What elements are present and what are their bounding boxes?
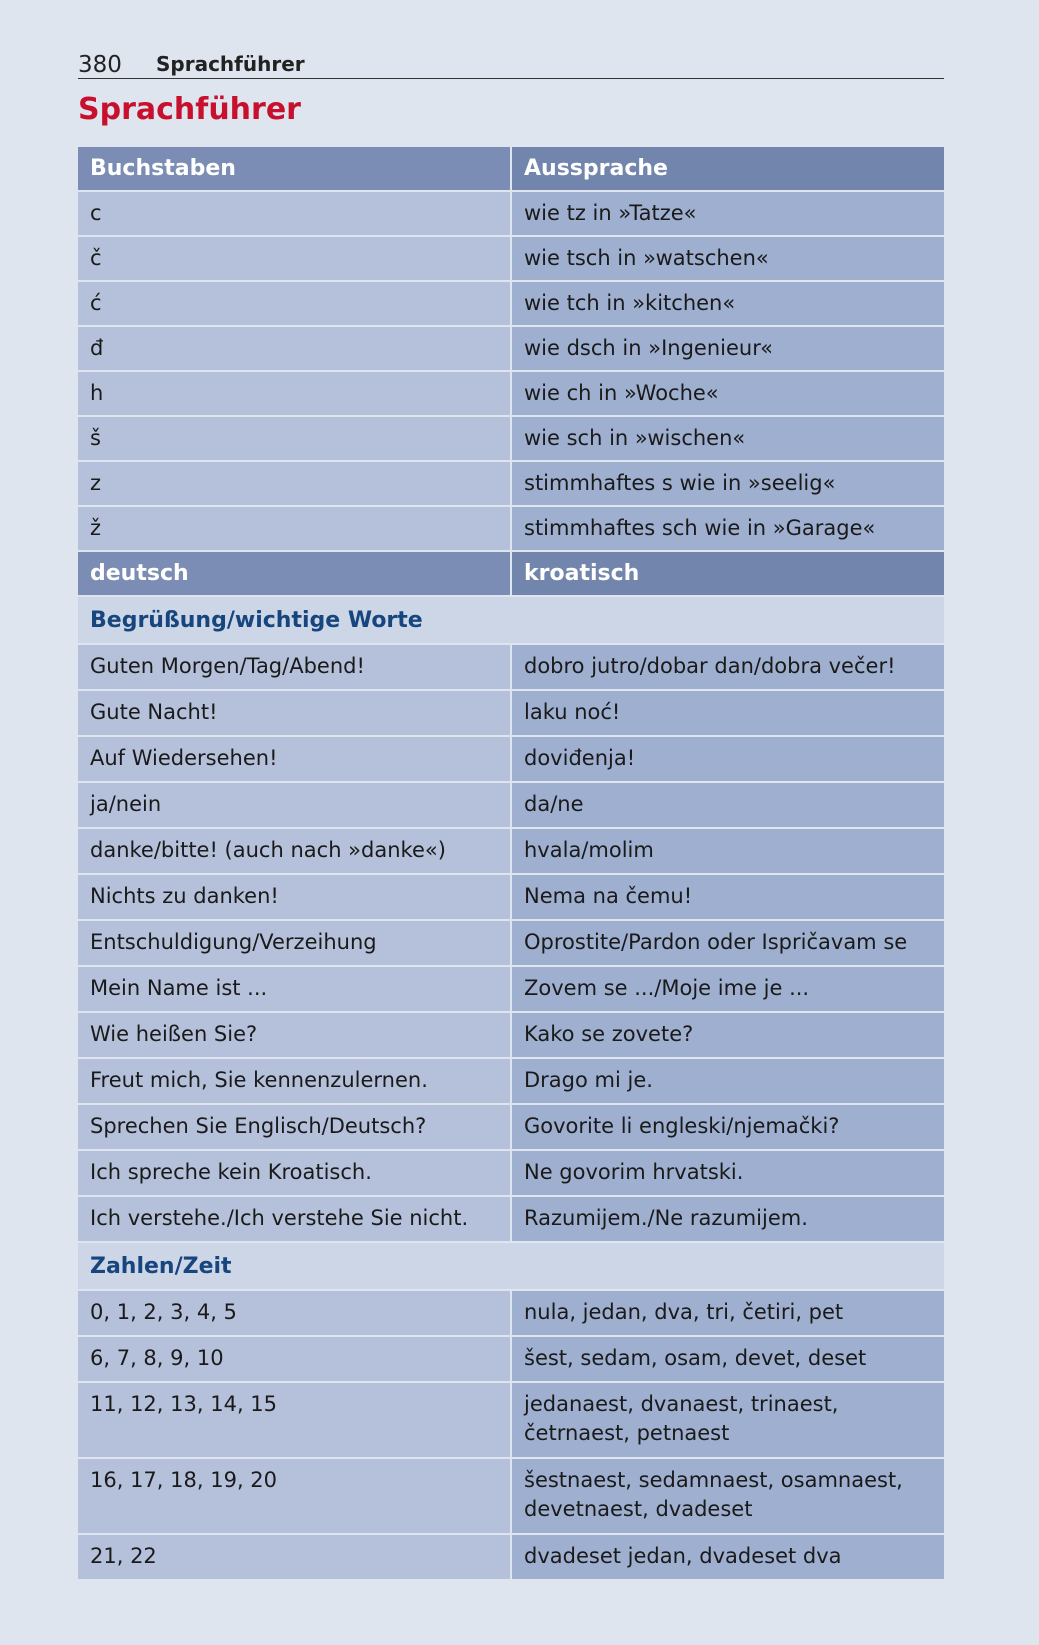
pronunciation-cell: wie ch in »Woche«	[511, 371, 944, 416]
table-row	[78, 1290, 944, 1336]
category-row-greetings	[78, 596, 944, 644]
croatian-cell: šestnaest, sedamnaest, osamnaest, devetnaest, dvadeset	[511, 1458, 944, 1534]
phrase-table	[78, 147, 944, 1581]
letter-cell: ć	[78, 281, 511, 326]
table-row	[78, 506, 944, 551]
german-cell: Mein Name ist ...	[78, 966, 511, 1012]
croatian-cell: šest, sedam, osam, devet, deset	[511, 1336, 944, 1382]
table-row	[78, 1336, 944, 1382]
category-title: Zahlen/Zeit	[78, 1242, 944, 1290]
croatian-cell: Razumijem./Ne razumijem.	[511, 1196, 944, 1242]
table-row	[78, 191, 944, 236]
pronunciation-cell: stimmhaftes s wie in »seelig«	[511, 461, 944, 506]
croatian-cell: dvadeset jedan, dvadeset dva	[511, 1534, 944, 1580]
section-title: Sprachführer	[78, 92, 301, 127]
table-row	[78, 416, 944, 461]
croatian-cell: Ne govorim hrvatski.	[511, 1150, 944, 1196]
pronunciation-cell: wie sch in »wischen«	[511, 416, 944, 461]
pronunciation-cell: wie tz in »Tatze«	[511, 191, 944, 236]
table-row	[78, 236, 944, 281]
table-row	[78, 1104, 944, 1150]
category-title: Begrüßung/wichtige Worte	[78, 596, 944, 644]
letters-header-row	[78, 147, 944, 191]
table-row	[78, 644, 944, 690]
letter-cell: z	[78, 461, 511, 506]
german-cell: Ich spreche kein Kroatisch.	[78, 1150, 511, 1196]
croatian-cell: Kako se zovete?	[511, 1012, 944, 1058]
column-header: Buchstaben	[78, 147, 511, 191]
german-cell: 0, 1, 2, 3, 4, 5	[78, 1290, 511, 1336]
german-cell: Ich verstehe./Ich verstehe Sie nicht.	[78, 1196, 511, 1242]
german-cell: ja/nein	[78, 782, 511, 828]
croatian-cell: Drago mi je.	[511, 1058, 944, 1104]
croatian-cell: dobro jutro/dobar dan/dobra večer!	[511, 644, 944, 690]
column-header: kroatisch	[511, 551, 944, 596]
category-row-numbers	[78, 1242, 944, 1290]
table-row	[78, 461, 944, 506]
croatian-cell: hvala/molim	[511, 828, 944, 874]
pronunciation-cell: wie tsch in »watschen«	[511, 236, 944, 281]
column-header: Aussprache	[511, 147, 944, 191]
german-cell: Guten Morgen/Tag/Abend!	[78, 644, 511, 690]
croatian-cell: Oprostite/Pardon oder Ispričavam se	[511, 920, 944, 966]
table-row	[78, 782, 944, 828]
phrases-header-row	[78, 551, 944, 596]
table-row	[78, 281, 944, 326]
german-cell: Sprechen Sie Englisch/Deutsch?	[78, 1104, 511, 1150]
croatian-cell: Zovem se .../Moje ime je ...	[511, 966, 944, 1012]
table-row	[78, 1196, 944, 1242]
letter-cell: č	[78, 236, 511, 281]
german-cell: 21, 22	[78, 1534, 511, 1580]
german-cell: danke/bitte! (auch nach »danke«)	[78, 828, 511, 874]
pronunciation-cell: wie dsch in »Ingenieur«	[511, 326, 944, 371]
letter-cell: ž	[78, 506, 511, 551]
german-cell: 6, 7, 8, 9, 10	[78, 1336, 511, 1382]
page-header	[78, 50, 944, 79]
croatian-cell: nula, jedan, dva, tri, četiri, pet	[511, 1290, 944, 1336]
table-row	[78, 371, 944, 416]
pronunciation-cell: stimmhaftes sch wie in »Garage«	[511, 506, 944, 551]
german-cell: Wie heißen Sie?	[78, 1012, 511, 1058]
letter-cell: h	[78, 371, 511, 416]
table-row	[78, 326, 944, 371]
german-cell: Entschuldigung/Verzeihung	[78, 920, 511, 966]
letter-cell: š	[78, 416, 511, 461]
table-row	[78, 1058, 944, 1104]
table-row	[78, 1150, 944, 1196]
page-number: 380	[78, 52, 122, 78]
croatian-cell: jedanaest, dvanaest, trinaest, četrnaest, petnaest	[511, 1382, 944, 1458]
running-title: Sprachführer	[156, 52, 305, 76]
table-row	[78, 966, 944, 1012]
german-cell: 11, 12, 13, 14, 15	[78, 1382, 511, 1458]
german-cell: Gute Nacht!	[78, 690, 511, 736]
croatian-cell: Govorite li engleski/njemački?	[511, 1104, 944, 1150]
letter-cell: c	[78, 191, 511, 236]
table-row	[78, 1012, 944, 1058]
german-cell: 16, 17, 18, 19, 20	[78, 1458, 511, 1534]
table-row	[78, 920, 944, 966]
croatian-cell: da/ne	[511, 782, 944, 828]
pronunciation-cell: wie tch in »kitchen«	[511, 281, 944, 326]
table-row	[78, 1534, 944, 1580]
german-cell: Freut mich, Sie kennenzulernen.	[78, 1058, 511, 1104]
croatian-cell: doviđenja!	[511, 736, 944, 782]
column-header: deutsch	[78, 551, 511, 596]
table-row	[78, 828, 944, 874]
german-cell: Auf Wiedersehen!	[78, 736, 511, 782]
table-row	[78, 874, 944, 920]
german-cell: Nichts zu danken!	[78, 874, 511, 920]
croatian-cell: laku noć!	[511, 690, 944, 736]
table-row	[78, 736, 944, 782]
table-row	[78, 1458, 944, 1534]
croatian-cell: Nema na čemu!	[511, 874, 944, 920]
table-row	[78, 690, 944, 736]
letter-cell: đ	[78, 326, 511, 371]
table-row	[78, 1382, 944, 1458]
